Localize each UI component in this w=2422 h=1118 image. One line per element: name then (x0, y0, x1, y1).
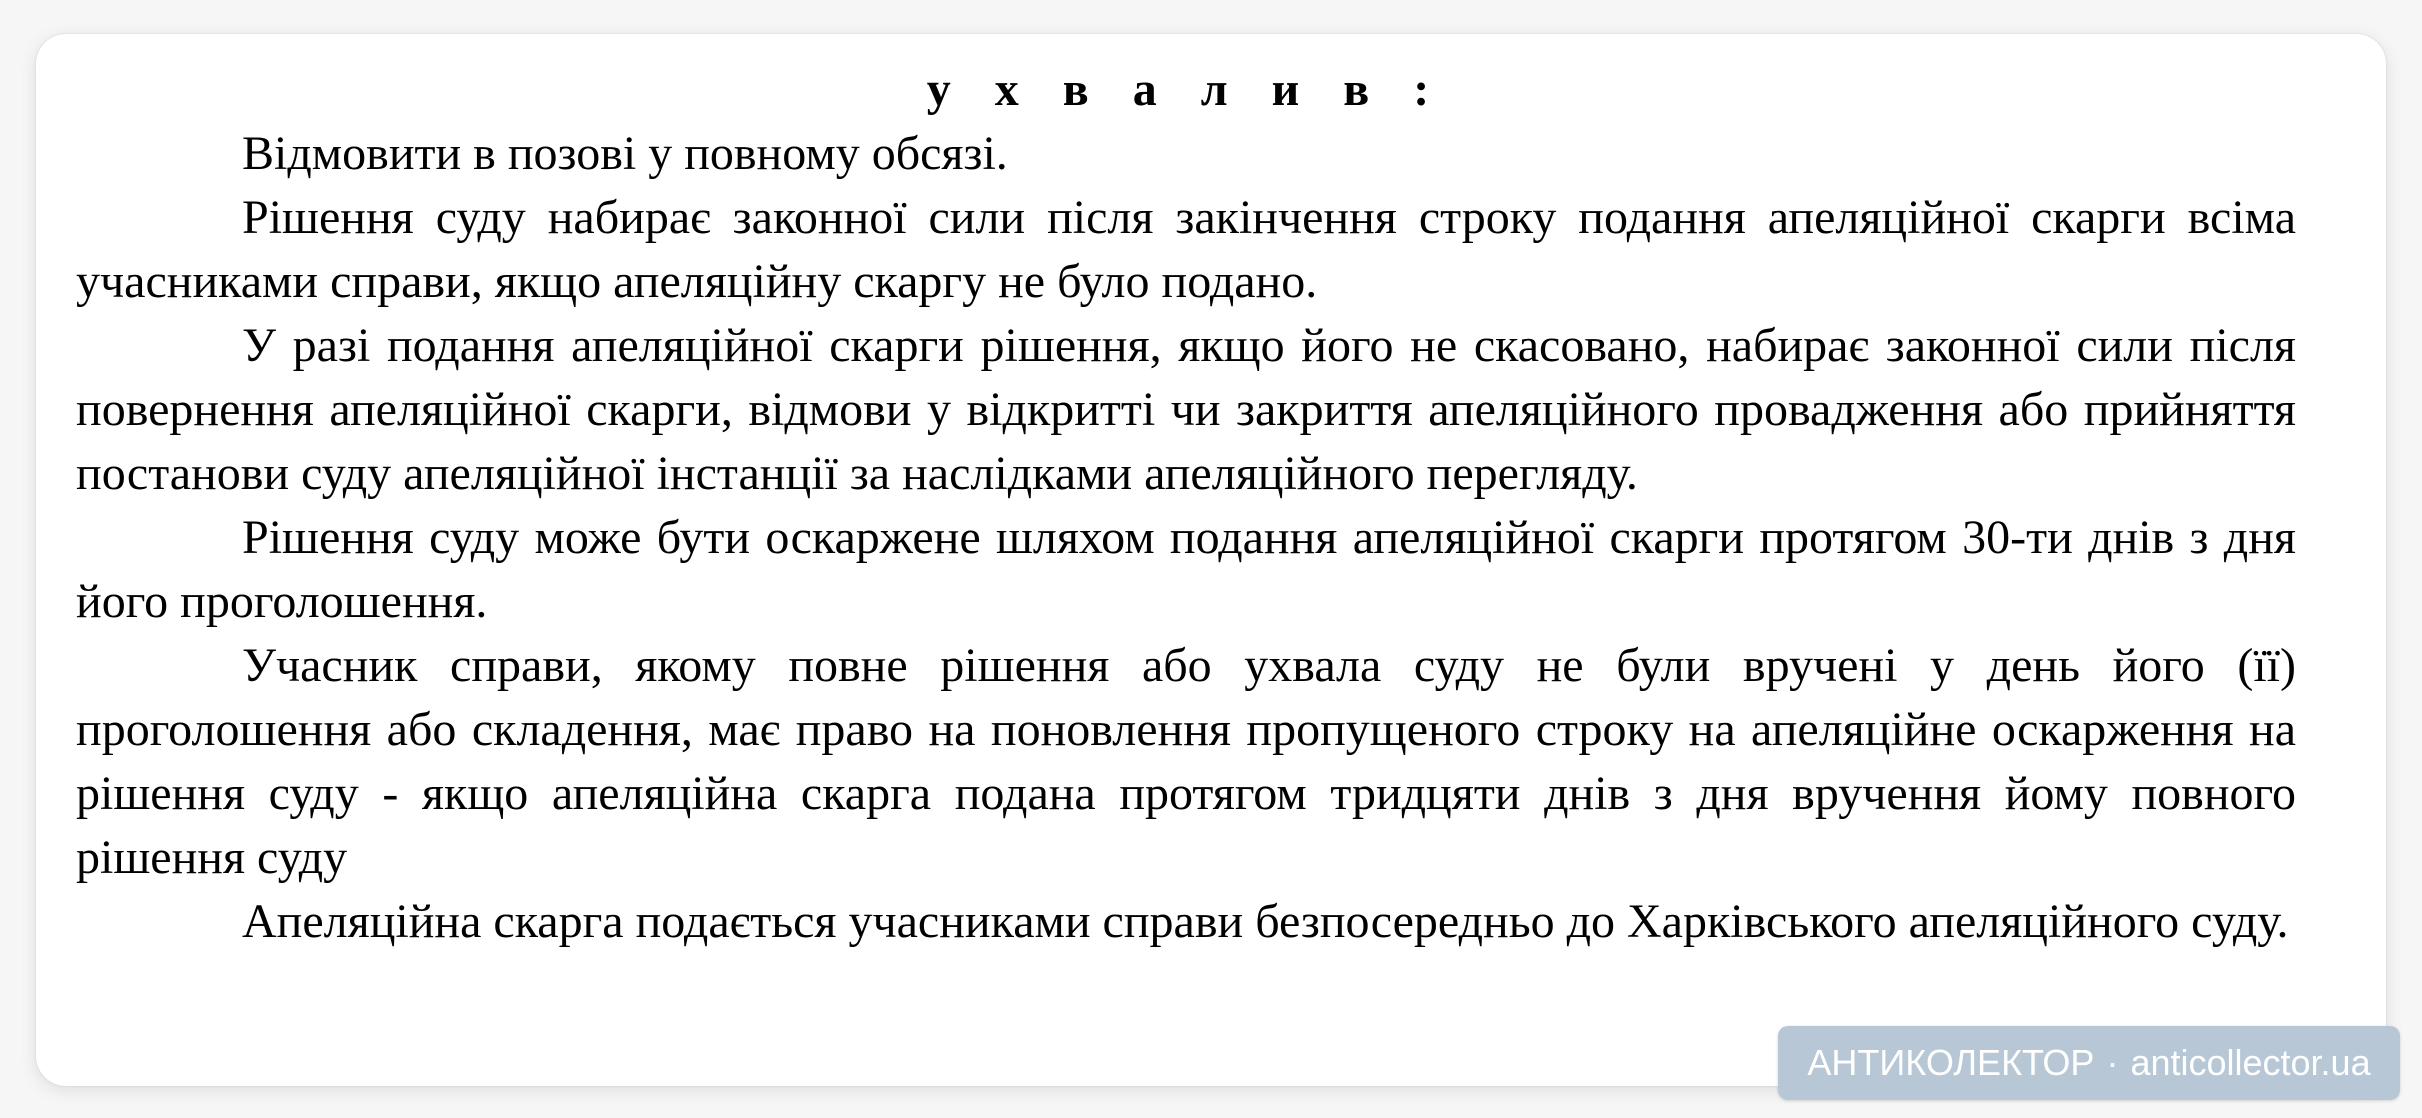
watermark-domain: anticollector.ua (2130, 1042, 2371, 1083)
paragraph-term-renewal: Учасник справи, якому повне рішення або ухвала суду не були вручені у день його (її) проголошення або складення, має право на поновлення пропущеного строку на апеляційне оскарження на рішення суду - якщо апеляційна скарга подана протягом тридцяти днів з дня вручення йому повного рішення суду (76, 639, 2296, 884)
paragraph-appeal-court: Апеляційна скарга подається учасниками справи безпосередньо до Харківського апеляційного суду. (242, 895, 2289, 948)
paragraph-appeal-deadline: Рішення суду може бути оскаржене шляхом подання апеляційної скарги протягом 30-ти днів з дня його проголошення. (76, 511, 2296, 628)
paragraph-legal-force: Рішення суду набирає законної сили після закінчення строку подання апеляційної скарги всіма учасниками справи, якщо апеляційну скаргу не було подано. (76, 191, 2296, 308)
paragraph-appeal-filed: У разі подання апеляційної скарги рішення, якщо його не скасовано, набирає законної сили після повернення апеляційної скарги, відмови у відкритті чи закриття апеляційного провадження або прийняття постанови суду апеляційної інстанції за наслідками апеляційного перегляду. (76, 319, 2296, 500)
anticollector-watermark (1778, 1026, 2400, 1100)
document-body (76, 58, 2296, 954)
document-heading: у х в а л и в : (926, 63, 1446, 116)
paragraph-refusal: Відмовити в позові у повному обсязі. (242, 127, 1008, 180)
watermark-separator: · (2106, 1042, 2119, 1083)
document-card (36, 34, 2386, 1086)
watermark-brand: АНТИКОЛЕКТОР (1807, 1042, 2095, 1083)
